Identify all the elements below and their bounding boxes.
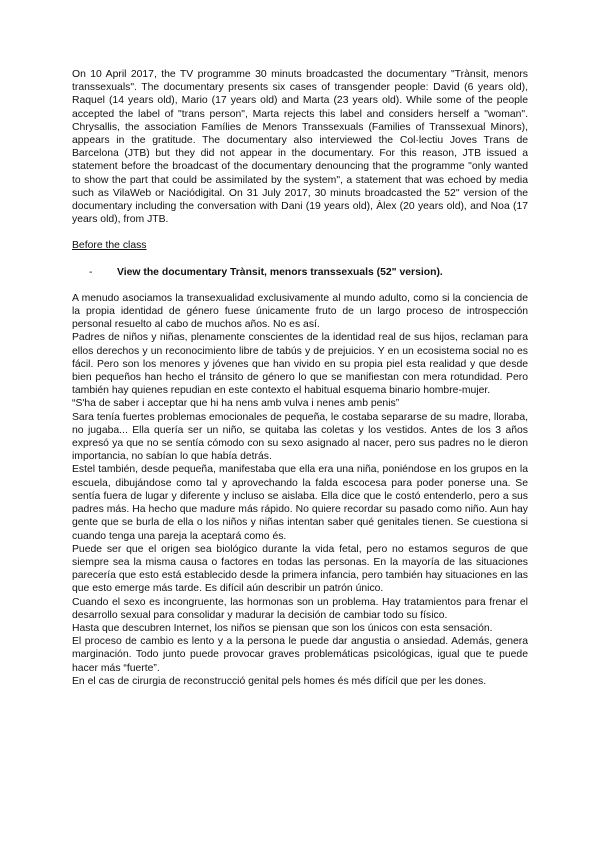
intro-paragraph: On 10 April 2017, the TV programme 30 minuts broadcasted the documentary "Trànsit, menors transsexuals". The documentary presents six cases of transgender people: David (6 years old), Raquel (14 years old), Mario (17 years old) and Marta (23 years old). While some of the people accepted the label of "trans person", Marta rejects this label and considers herself a "woman". Chrysallis, the association Famílies de Menors Transsexuals (Families of Transsexual Minors), appears in the gratitude. The documentary also interviewed the Col·lectiu Joves Trans de Barcelona (JTB) but they did not appear in the documentary. For this reason, JTB issued a statement before the broadcast of the documentary denouncing that the programme "only wanted to show the part that could be assimilated by the system", a statement that was echoed by media such as VilaWeb or Naciódigital. On 31 July 2017, 30 minuts broadcasted the 52" version of the documentary including the conversation with Dani (19 years old), Àlex (20 years old), and Noa (17 years old), from JTB. — [72, 69, 528, 226]
document-page — [72, 68, 528, 688]
section-heading: Before the class — [72, 240, 147, 252]
spacer — [72, 279, 528, 292]
bullet-item — [89, 266, 528, 279]
body-paragraph: Puede ser que el origen sea biológico durante la vida fetal, pero no estamos seguros de que siempre sea la misma causa o factores en todas las personas. En la mayoría de las situaciones parecería que esto está establecido desde la primera infancia, pero también hay situaciones en las que esto emerge más tarde. Es difícil aún describir un patrón único. — [72, 543, 528, 595]
bullet-dash: - — [89, 266, 93, 278]
spacer — [72, 226, 528, 239]
body-paragraph: Hasta que descubren Internet, los niños se piensan que son los únicos con esta sensación. — [72, 622, 493, 634]
body-paragraph: El proceso de cambio es lento y a la persona le puede dar angustia o ansiedad. Además, genera marginación. Todo junto puede provocar graves problemáticas psicológicas, igual que te puede hacer más “fuerte”. — [72, 636, 528, 674]
body-paragraph: Estel también, desde pequeña, manifestaba que ella era una niña, poniéndose en los grupos en la escuela, dibujándose como tal y aprovechando la falda escocesa para poder ponerse una. Se sentía fuera de lugar y diferente y incluso se aislaba. Ella dice que le costó entenderlo, pero a sus padres más. Ha hecho que madure más rápido. No quiere recordar su pasado como niño. Aun hay gente que se burla de ella o los niños y niñas intentan saber qué genitales tienen. Se cuestiona si cuando tenga una pareja la aceptará como és. — [72, 464, 528, 542]
body-paragraph: Sara tenía fuertes problemas emocionales de pequeña, le costaba separarse de su madre, lloraba, no jugaba... Ella quería ser un niño, se quitaba las coletas y los vestidos. Antes de los 3 años expresó ya que no se sentía cómodo con su sexo asignado al nacer, pero sus padres no le dieron importancia, no sabían lo que había detrás. — [72, 411, 528, 463]
quote-paragraph: “S'ha de saber i acceptar que hi ha nens amb vulva i nenes amb penis” — [72, 398, 400, 410]
body-paragraph: A menudo asociamos la transexualidad exclusivamente al mundo adulto, como si la conciencia de la propia identidad de género fuese únicamente fruto de un largo proceso de introspección personal resuelto al cabo de muchos años. No es así. — [72, 292, 528, 331]
bullet-text: View the documentary Trànsit, menors transsexuals (52" version). — [117, 266, 443, 278]
spacer — [72, 253, 528, 266]
body-paragraph: Cuando el sexo es incongruente, las hormonas son un problema. Hay tratamientos para frenar el desarrollo sexual para consolidar y madurar la decisión de cambiar todo su físico. — [72, 596, 528, 621]
body-paragraph: En el cas de cirurgia de reconstrucció genital pels homes és més difícil que per les dones. — [72, 675, 487, 687]
body-paragraph: Padres de niños y niñas, plenamente conscientes de la identidad real de sus hijos, reclaman para ellos derechos y un reconocimiento libre de tabús y de prejuicios. Y en un ecosistema social no es fácil. Pero son los menores y jóvenes que han vivido en su propia piel esta realidad y que desde bien pequeños han hecho el tránsito de género lo que se manifiestan con mera rotundidad. Pero también hay quienes repudian en este contexto el habitual esquema binario hombre-mujer. — [72, 332, 528, 397]
